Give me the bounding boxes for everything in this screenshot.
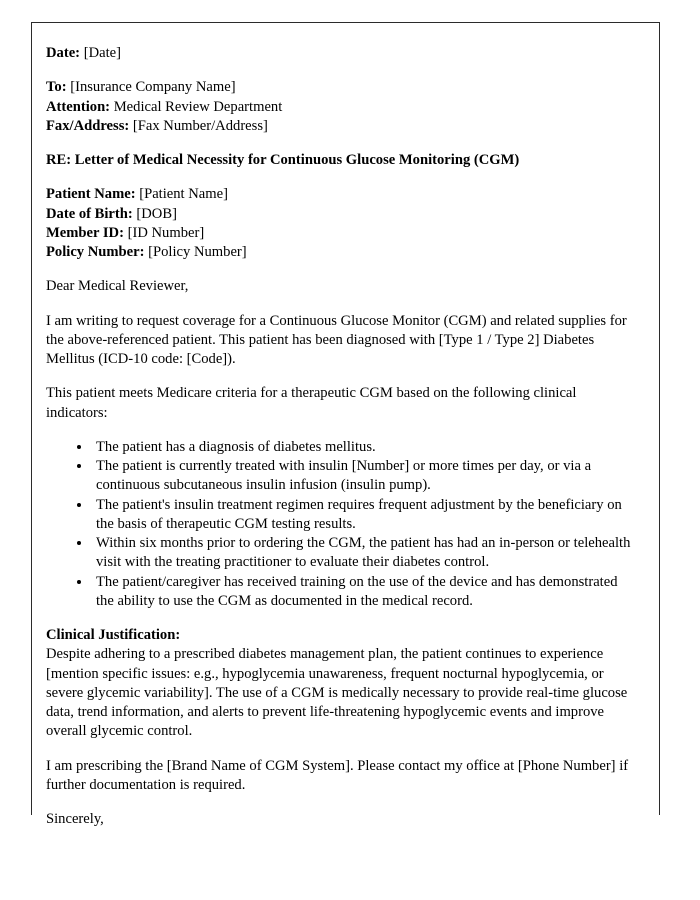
member-id-line	[46, 224, 636, 243]
dob-line	[46, 205, 636, 224]
recipient-block	[46, 78, 636, 136]
dob-label: Date of Birth:	[46, 205, 133, 222]
date-block	[46, 44, 636, 63]
salutation: Dear Medical Reviewer,	[46, 278, 189, 295]
dob-value: [DOB]	[136, 205, 177, 222]
policy-number-line	[46, 243, 636, 262]
patient-name-line	[46, 185, 636, 204]
criteria-list	[46, 438, 636, 611]
to-line	[46, 78, 636, 97]
list-item: • The patient has a diagnosis of diabetes mellitus.	[92, 438, 636, 457]
closing: Sincerely,	[46, 811, 104, 827]
list-item: • The patient is currently treated with insulin [Number] or more times per day, or via a continuous subcutaneous insulin infusion (insulin pump).	[92, 457, 636, 496]
to-label: To:	[46, 79, 67, 96]
fax-value: [Fax Number/Address]	[132, 117, 268, 134]
attention-value: Medical Review Department	[113, 98, 283, 115]
fax-line	[46, 117, 636, 136]
patient-info-block	[46, 185, 636, 262]
fax-label: Fax/Address:	[46, 117, 130, 134]
date-value: [Date]	[83, 45, 121, 61]
list-item: • The patient/caregiver has received training on the use of the device and has demonstrated the ability to use the CGM as documented in the medical record.	[92, 573, 636, 612]
justification-paragraph: Despite adhering to a prescribed diabetes management plan, the patient continues to experience [mention specific issues: e.g., hypoglycemia unawareness, frequent nocturnal hypoglycemia, or severe glycemic variability]. The use of a CGM is medically necessary to provide real-time glucose data, trend information, and alerts to prevent life-threatening hypoglycemic events and improve overall glycemic control.	[46, 646, 628, 740]
letter-body	[46, 44, 636, 844]
member-id-value: [ID Number]	[127, 224, 205, 241]
criteria-intro: This patient meets Medicare criteria for a therapeutic CGM based on the following clinical indicators:	[46, 385, 577, 421]
member-id-label: Member ID:	[46, 224, 124, 241]
to-value: [Insurance Company Name]	[70, 79, 236, 96]
patient-name-label: Patient Name:	[46, 186, 136, 203]
justification-heading: Clinical Justification:	[46, 627, 181, 643]
patient-name-value: [Patient Name]	[139, 186, 228, 203]
date-label: Date:	[46, 45, 81, 61]
list-item: • The patient's insulin treatment regimen requires frequent adjustment by the beneficiary on the basis of therapeutic CGM testing results.	[92, 496, 636, 535]
prescribing-paragraph: I am prescribing the [Brand Name of CGM System]. Please contact my office at [Phone Number] if further documentation is required.	[46, 757, 629, 793]
policy-number-value: [Policy Number]	[148, 244, 247, 260]
attention-line	[46, 98, 636, 117]
date-line	[46, 44, 636, 63]
attention-label: Attention:	[46, 98, 111, 115]
list-item: • Within six months prior to ordering the CGM, the patient has had an in-person or telehealth visit with the treating practitioner to evaluate their diabetes control.	[92, 534, 636, 573]
policy-number-label: Policy Number:	[46, 244, 145, 260]
intro-paragraph: I am writing to request coverage for a Continuous Glucose Monitor (CGM) and related supplies for the above-referenced patient. This patient has been diagnosed with [Type 1 / Type 2] Diabetes Mellitus (ICD-10 code: [Code]).	[46, 312, 627, 367]
re-line: RE: Letter of Medical Necessity for Continuous Glucose Monitoring (CGM)	[46, 152, 520, 168]
